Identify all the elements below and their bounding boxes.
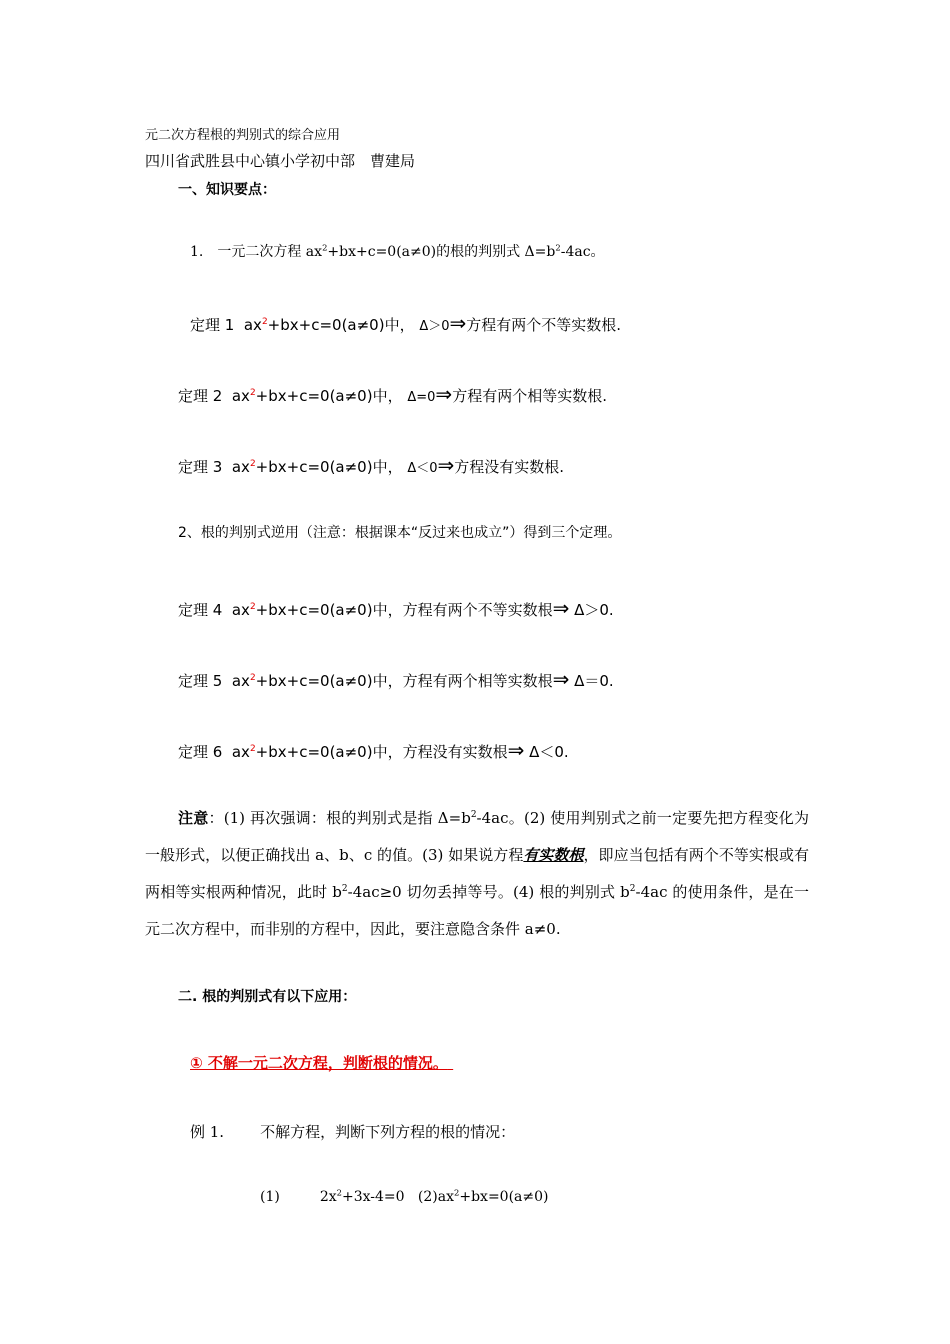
application-1-heading: ① 不解一元二次方程，判断根的情况。 [190, 1054, 448, 1072]
example-1-equations: (1) $2x^2+3x-4=0$ $(2)ax^2+bx=0(a\ne 0)$ [260, 1187, 549, 1205]
section-2-heading: 二. 根的判别式有以下应用： [178, 989, 357, 1005]
item-2-inverse: 2、根的判别式逆用（注意：根据课本“反过来也成立”）得到三个定理。 [178, 525, 622, 541]
theorem-3: 定理 3 $ax^2+bx+c=0(a\ne 0)$中， Δ＜0⇒方程没有实数根. [178, 453, 565, 477]
example-1: 例 1. 不解方程，判断下列方程的根的情况： [190, 1123, 516, 1141]
theorem-5: 定理 5 $ax^2+bx+c=0(a\ne 0)$中，方程有两个相等实数根⇒ Δ＝0. [178, 667, 614, 691]
note-paragraph: 注意：(1) 再次强调：根的判别式是指 $\Delta=b^2-4ac$。(2) 使用判别式之前一定要先把方程变化为一般形式，以便正确找出 a、b、c 的值。(3) 如果说方程有实数根，即应当包括有两个不等实根或有两相等实根两种情况，此时 $b^2-4ac\ge 0$ 切勿丢掉等号。(4) 根的判别式 $b^2-4ac$ 的使用条件，是在一元二次方程中，而非别的方程中，因此，要注意隐含条件 a≠0. [145, 809, 809, 938]
document-title: 元二次方程根的判别式的综合应用 [145, 128, 341, 143]
emphasis-has-real-roots: 有实数根 [523, 846, 584, 864]
item-1-discriminant: 1. 一元二次方程 $ax^2+bx+c=0(a\ne 0)$的根的判别式 $\Delta=b^2-4ac$。 [190, 242, 605, 260]
theorem-1: 定理 1 $ax^2+bx+c=0(a\ne 0)$中， Δ＞0⇒方程有两个不等实数根. [190, 311, 622, 335]
theorem-4: 定理 4 $ax^2+bx+c=0(a\ne 0)$中，方程有两个不等实数根⇒ Δ＞0. [178, 596, 614, 620]
section-1-heading: 一、知识要点： [178, 182, 276, 198]
theorem-2: 定理 2 $ax^2+bx+c=0(a\ne 0)$中， Δ=0⇒方程有两个相等实数根. [178, 382, 607, 406]
theorem-6: 定理 6 $ax^2+bx+c=0(a\ne 0)$中，方程没有实数根⇒ Δ＜0. [178, 738, 569, 762]
author-line: 四川省武胜县中心镇小学初中部 曹建局 [145, 152, 416, 170]
